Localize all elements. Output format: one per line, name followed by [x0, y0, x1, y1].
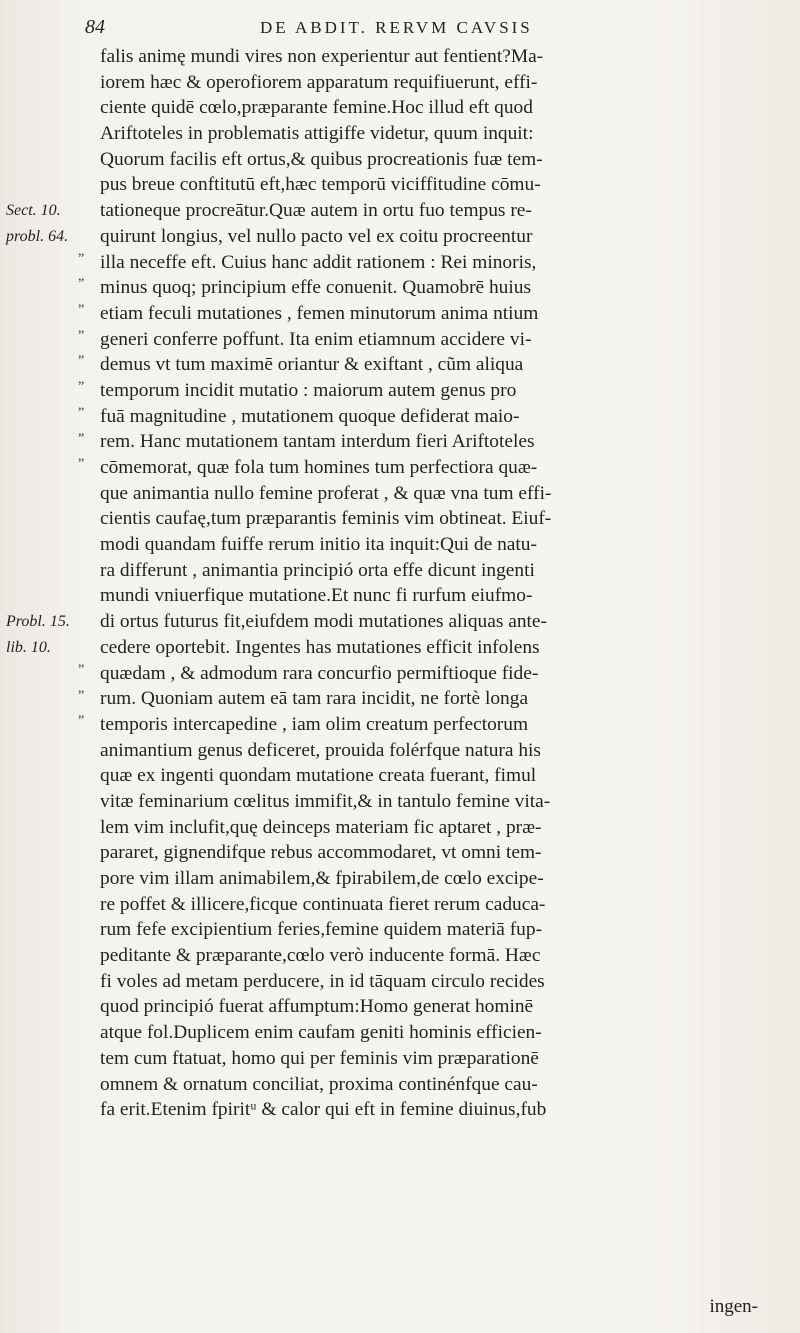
margin-note: Sect. 10. [6, 202, 61, 220]
text-line: cōmemorat, quæ fola tum homines tum perfectiora quæ- [100, 457, 538, 478]
text-line: temporis intercapedine , iam olim creatum perfectorum [100, 713, 529, 735]
text-line: fa erit.Etenim fpiritᵘ & calor qui eft in femine diuinus,fub [100, 1099, 547, 1121]
text-line: pus breue conftitutū eft,hæc temporū viciffitudine cōmu- [100, 174, 541, 196]
quote-mark-glyph: „ [78, 295, 85, 310]
body-text [100, 44, 790, 1123]
text-line: rum. Quoniam autem eā tam rara incidit, ne fortè longa [100, 688, 529, 710]
page-header [75, 10, 760, 40]
margin-notes [0, 0, 72, 1333]
text-line: fuā magnitudine , mutationem quoque defiderat maio- [100, 405, 520, 427]
text-line: lem vim inclufit,quę deinceps materiam fic aptaret , præ- [100, 816, 542, 838]
text-line: animantium genus deficeret, prouida folérfque natura his [100, 739, 541, 761]
margin-note: lib. 10. [6, 639, 51, 657]
text-line: re poffet & illicere,ficque continuata fieret rerum caduca- [100, 893, 546, 915]
quote-mark-glyph: „ [78, 654, 85, 670]
text-line: falis animę mundi vires non experientur aut fentient?Ma- [100, 46, 544, 67]
text-line: etiam feculi mutationes , femen minutorum anima ntium [100, 302, 539, 324]
text-line: fi voles ad metam perducere, in id tāquam circulo recides [100, 970, 545, 992]
text-line: generi conferre poffunt. Ita enim etiamnum accidere vi- [100, 328, 532, 350]
text-line: vitæ feminarium cœlitus immifit,& in tantulo femine vita- [100, 790, 551, 812]
page-number: 84 [85, 16, 105, 38]
text-line: ra differunt , animantia principió orta effe dicunt ingenti [100, 559, 535, 581]
text-line: tationeque procreātur.Quæ autem in ortu fuo tempus re- [100, 200, 532, 222]
text-line: ciente quidē cœlo,præparante femine.Hoc illud eft quod [100, 97, 533, 119]
text-line: Ariftoteles in problematis attigiffe videtur, quum inquit: [100, 123, 534, 145]
text-line: rum fefe excipientium feries,femine quidem materiā fup- [100, 919, 543, 941]
quote-mark-glyph: „ [78, 320, 85, 336]
text-line: peditante & præparante,cœlo verò inducente formā. Hæc [100, 945, 541, 967]
text-line: que animantia nullo femine proferat , & quæ vna tum effi- [100, 482, 552, 504]
text-line: quod principió fuerat affumptum:Homo generat hominē [100, 996, 534, 1018]
text-line: di ortus futurus fit,eiufdem modi mutationes aliquas ante- [100, 611, 547, 633]
quote-mark-glyph: „ [78, 680, 85, 696]
quote-mark-glyph: „ [78, 423, 85, 439]
running-head: DE ABDIT. RERVM CAVSIS [260, 18, 533, 37]
text-line: iorem hæc & operofiorem apparatum requifiuerunt, effi- [100, 71, 538, 93]
text-line: quirunt longius, vel nullo pacto vel ex coitu procreentur [100, 225, 533, 247]
text-line: mundi vniuerfique mutatione.Et nunc fi rurfum eiufmo- [100, 585, 533, 607]
quote-mark-glyph: „ [78, 706, 85, 722]
text-line: modi quandam fuiffe rerum initio ita inquit:Qui de natu- [100, 534, 537, 556]
margin-note: probl. 64. [6, 227, 69, 245]
catchword: ingen- [709, 1296, 758, 1317]
text-line: cientis caufaę,tum præparantis feminis vim obtineat. Eiuf- [100, 508, 552, 530]
text-line: illa neceffe eft. Cuius hanc addit rationem : Rei minoris, [100, 251, 537, 273]
quote-mark-glyph: „ [78, 346, 85, 362]
text-line: cedere oportebit. Ingentes has mutationes efficit infolens [100, 636, 540, 658]
quote-mark-glyph: „ [78, 397, 85, 413]
text-line: quæ ex ingenti quondam mutatione creata fuerant, fimul [100, 765, 537, 787]
text-line: omnem & ornatum conciliat, proxima continénfque cau- [100, 1073, 538, 1095]
text-line: atque fol.Duplicem enim caufam geniti hominis efficien- [100, 1022, 542, 1044]
text-line: demus vt tum maximē oriantur & exiftant , cũm aliqua [100, 354, 524, 376]
margin-note: Probl. 15. [6, 613, 70, 631]
quotation-marks [78, 0, 98, 1333]
text-line: rem. Hanc mutationem tantam interdum fieri Ariftoteles [100, 431, 535, 453]
quote-mark-glyph: „ [78, 449, 85, 465]
text-line: Quorum facilis eft ortus,& quibus procreationis fuæ tem- [100, 148, 543, 170]
quote-mark-glyph: „ [78, 269, 85, 285]
quote-mark-glyph: „ [78, 372, 85, 388]
text-line: pararet, gignendifque rebus accommodaret, vt omni tem- [100, 842, 542, 864]
text-line: quædam , & admodum rara concurfio permiftioque fide- [100, 662, 539, 684]
text-line: pore vim illam animabilem,& fpirabilem,de cœlo excipe- [100, 868, 544, 889]
text-line: minus quoq; principium effe conuenit. Quamobrē huius [100, 277, 532, 299]
text-line: tem cum ftatuat, homo qui per feminis vim præparationē [100, 1047, 539, 1069]
text-line: temporum incidit mutatio : maiorum autem genus pro [100, 379, 517, 401]
quote-mark-glyph: „ [78, 243, 85, 259]
